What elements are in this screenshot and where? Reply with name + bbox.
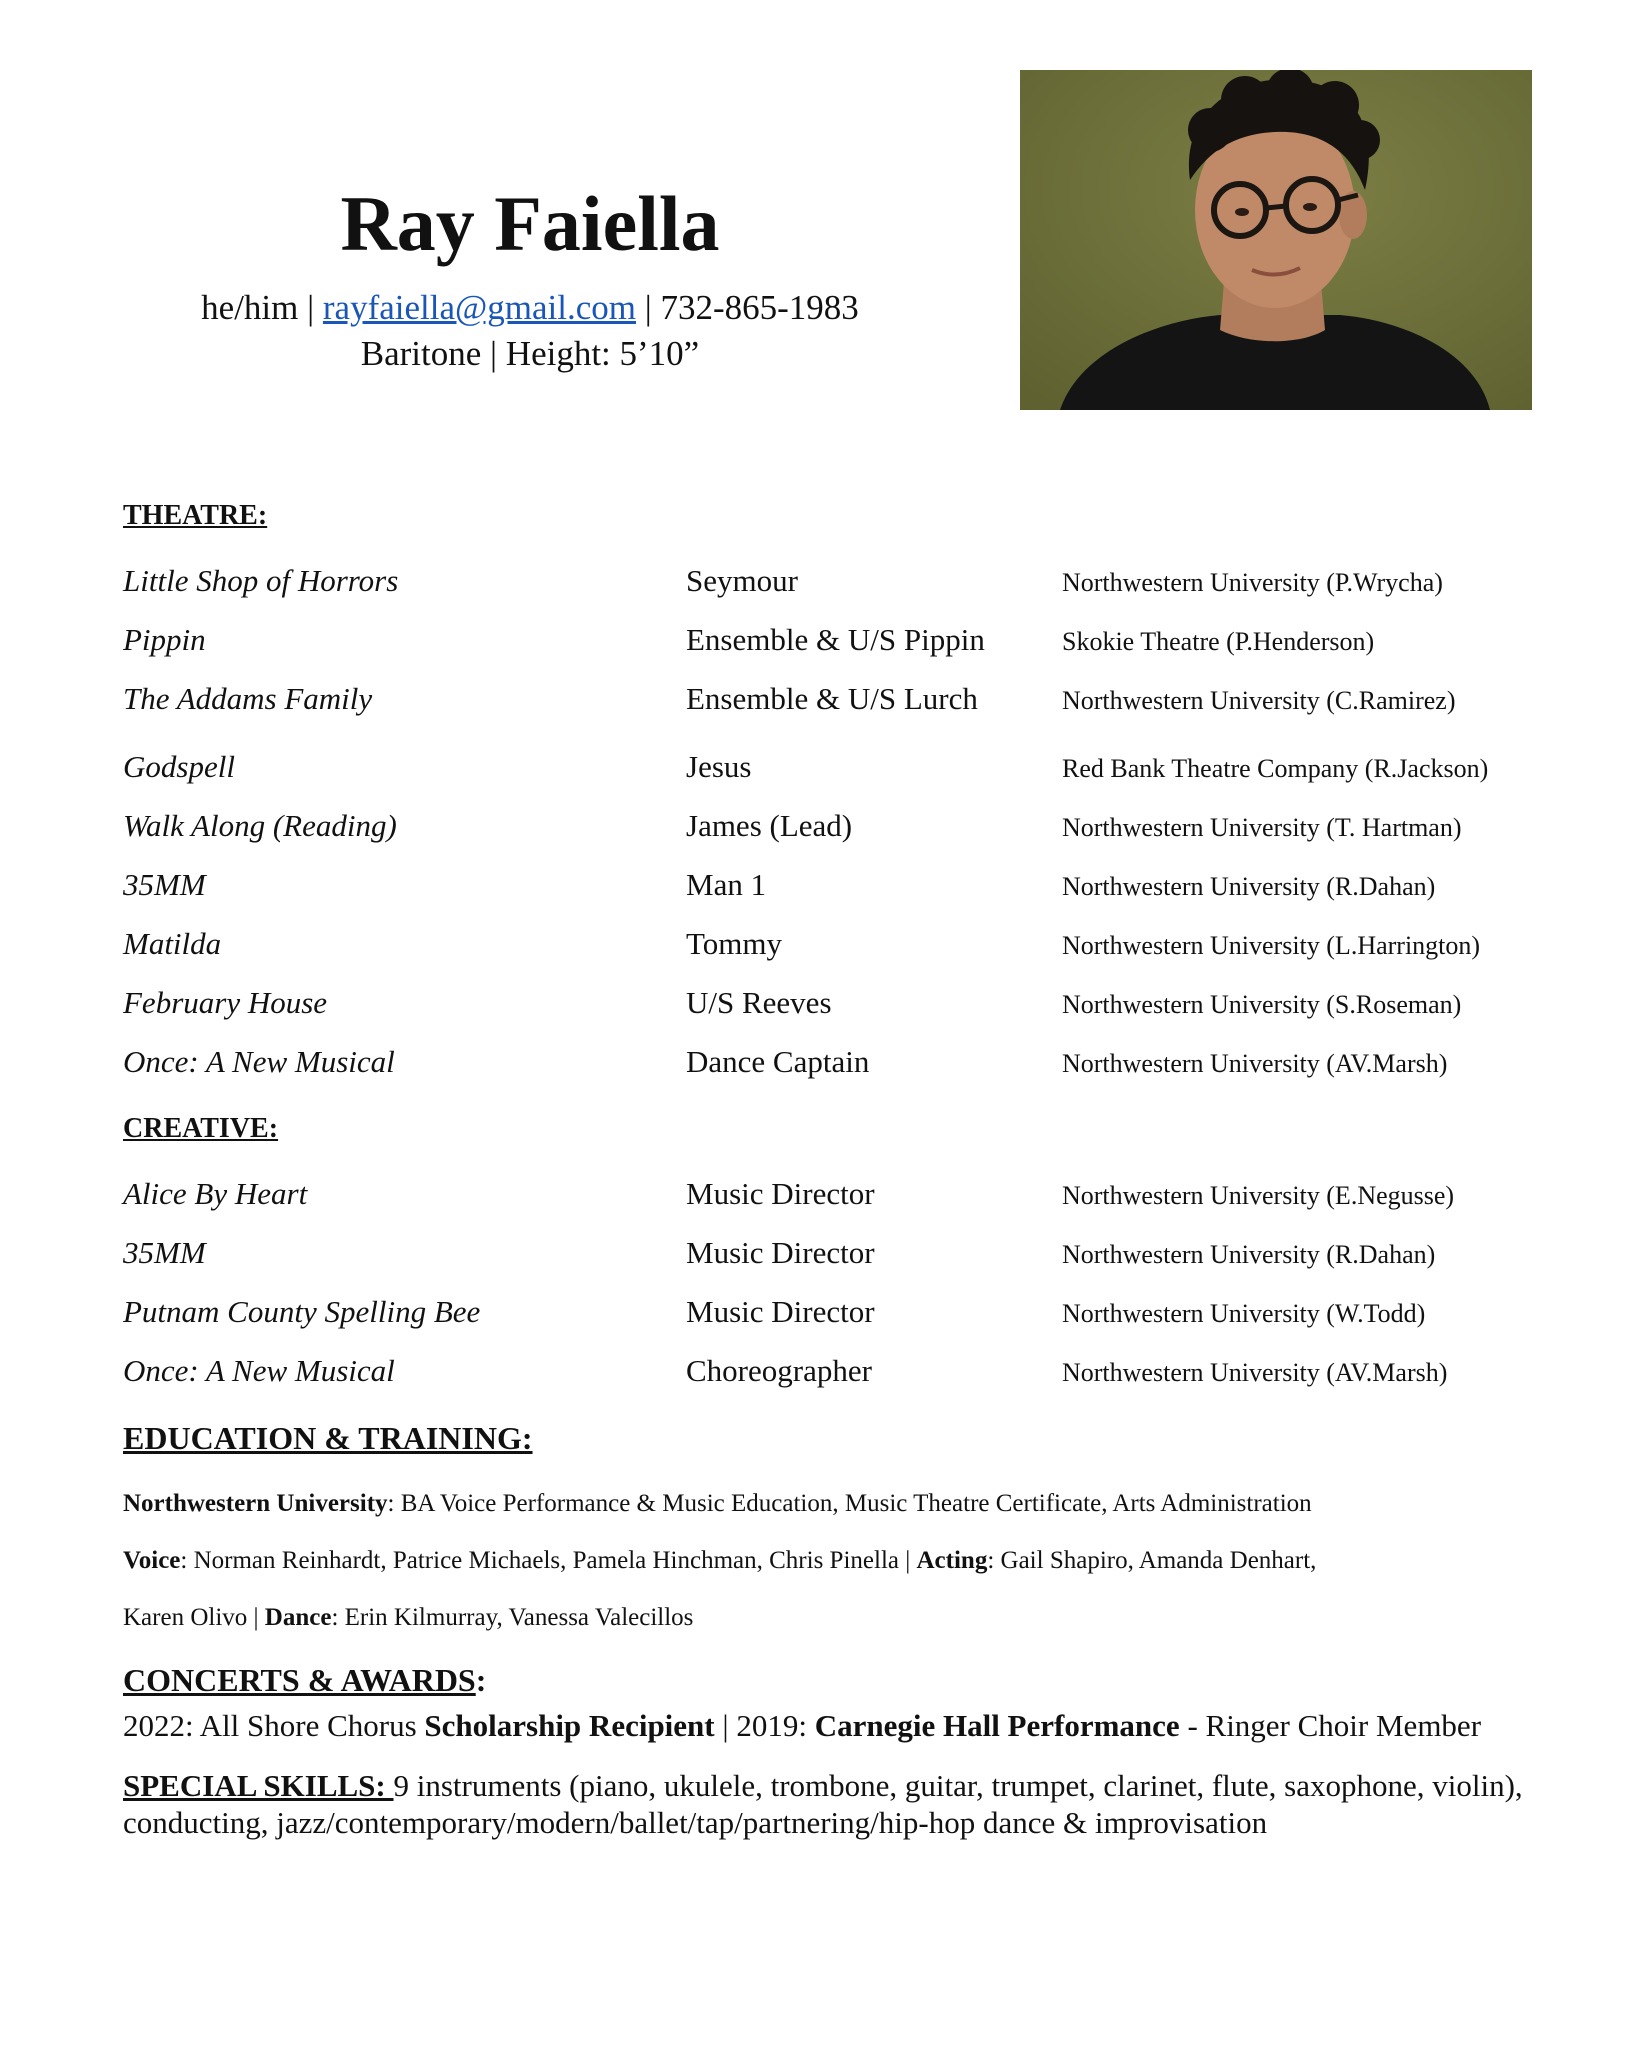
venue-director: Northwestern University (AV.Marsh) (1062, 1049, 1448, 1078)
skills-text: 9 instruments (piano, ukulele, trombone, guitar, trumpet, clarinet, flute, saxophone, violin), conducting, jazz/contemporary/modern/ballet/tap/partnering/hip-hop dance & improvisation (123, 1768, 1523, 1840)
venue-director: Northwestern University (AV.Marsh) (1062, 1358, 1448, 1387)
concert-text: | 2019: (714, 1708, 815, 1743)
show-title: Matilda (123, 926, 222, 961)
creative-row (0, 1294, 1638, 1338)
show-title: The Addams Family (123, 681, 373, 716)
email-link[interactable]: rayfaiella@gmail.com (322, 288, 636, 327)
carnegie-hall: Carnegie Hall Performance (814, 1708, 1180, 1743)
concert-text: 2022: All Shore Chorus (123, 1708, 425, 1743)
scholarship: Scholarship Recipient (424, 1708, 715, 1743)
venue-director: Northwestern University (C.Ramirez) (1062, 686, 1456, 715)
venue-director: Northwestern University (W.Todd) (1062, 1299, 1426, 1328)
resume-header (120, 180, 940, 376)
theatre-row (0, 681, 1638, 725)
show-title: Alice By Heart (123, 1176, 308, 1211)
phone-number: 732-865-1983 (660, 288, 859, 327)
theatre-row (0, 622, 1638, 666)
role: Seymour (686, 563, 798, 598)
role: Music Director (686, 1176, 875, 1211)
role: Tommy (686, 926, 782, 961)
show-title: Godspell (123, 749, 235, 784)
education-line-dance (123, 1604, 693, 1632)
acting-teachers: : Gail Shapiro, Amanda Denhart, (987, 1547, 1317, 1574)
contact-line (120, 285, 940, 331)
acting-teachers-cont: Karen Olivo | (123, 1604, 265, 1631)
venue-director: Northwestern University (L.Harrington) (1062, 931, 1481, 960)
show-title: Once: A New Musical (123, 1353, 395, 1388)
voice-teachers: : Norman Reinhardt, Patrice Michaels, Pamela Hinchman, Chris Pinella | (180, 1547, 917, 1574)
role: Choreographer (686, 1353, 872, 1388)
acting-label: Acting (916, 1547, 988, 1574)
show-title: Putnam County Spelling Bee (123, 1294, 481, 1329)
separator: | (298, 288, 323, 327)
education-line-training (123, 1547, 1316, 1575)
voice-height-line: Baritone | Height: 5’10” (360, 333, 700, 373)
venue-director: Northwestern University (R.Dahan) (1062, 1240, 1436, 1269)
applicant-name: Ray Faiella (340, 180, 720, 267)
role: Jesus (686, 749, 752, 784)
dance-teachers: : Erin Kilmurray, Vanessa Valecillos (331, 1604, 694, 1631)
theatre-row (0, 1044, 1638, 1088)
concerts-heading-wrap (123, 1662, 486, 1699)
role: Ensemble & U/S Lurch (686, 681, 978, 716)
concerts-line (123, 1708, 1481, 1744)
creative-row (0, 1353, 1638, 1397)
show-title: Little Shop of Horrors (123, 563, 399, 598)
creative-row (0, 1176, 1638, 1220)
headshot-photo (1020, 70, 1532, 410)
concert-text: - Ringer Choir Member (1179, 1708, 1482, 1743)
separator: | (635, 288, 661, 327)
theatre-row (0, 563, 1638, 607)
theatre-row (0, 808, 1638, 852)
school-name: Northwestern University (123, 1490, 388, 1517)
theatre-row (0, 985, 1638, 1029)
role: Music Director (686, 1235, 875, 1270)
voice-label: Voice (123, 1547, 181, 1574)
school-detail: : BA Voice Performance & Music Education, Music Theatre Certificate, Arts Administration (387, 1490, 1312, 1517)
show-title: Pippin (123, 622, 206, 657)
show-title: February House (123, 985, 328, 1020)
show-title: 35MM (123, 1235, 206, 1270)
creative-row (0, 1235, 1638, 1279)
theatre-row (0, 749, 1638, 793)
venue-director: Northwestern University (T. Hartman) (1062, 813, 1462, 842)
special-skills (123, 1768, 1523, 1841)
venue-director: Red Bank Theatre Company (R.Jackson) (1062, 754, 1489, 783)
role: Dance Captain (686, 1044, 870, 1079)
role: Ensemble & U/S Pippin (686, 622, 985, 657)
role: U/S Reeves (686, 985, 832, 1020)
role: Man 1 (686, 867, 767, 902)
theatre-heading: THEATRE: (123, 500, 268, 531)
role: Music Director (686, 1294, 875, 1329)
venue-director: Northwestern University (E.Negusse) (1062, 1181, 1455, 1210)
venue-director: Northwestern University (R.Dahan) (1062, 872, 1436, 901)
venue-director: Skokie Theatre (P.Henderson) (1062, 627, 1375, 656)
concerts-colon: : (475, 1662, 487, 1698)
pronouns: he/him (201, 288, 299, 327)
role: James (Lead) (686, 808, 853, 843)
theatre-row (0, 867, 1638, 911)
show-title: 35MM (123, 867, 206, 902)
headshot-illustration (1020, 70, 1532, 410)
venue-director: Northwestern University (S.Roseman) (1062, 990, 1462, 1019)
creative-heading: CREATIVE: (123, 1113, 279, 1144)
skills-heading: SPECIAL SKILLS: (123, 1768, 394, 1803)
theatre-row (0, 926, 1638, 970)
show-title: Walk Along (Reading) (123, 808, 397, 843)
education-heading: EDUCATION & TRAINING: (123, 1420, 533, 1456)
education-line-school (123, 1490, 1312, 1518)
concerts-heading: CONCERTS & AWARDS (123, 1662, 476, 1698)
dance-label: Dance (264, 1604, 332, 1631)
venue-director: Northwestern University (P.Wrycha) (1062, 568, 1443, 597)
show-title: Once: A New Musical (123, 1044, 395, 1079)
